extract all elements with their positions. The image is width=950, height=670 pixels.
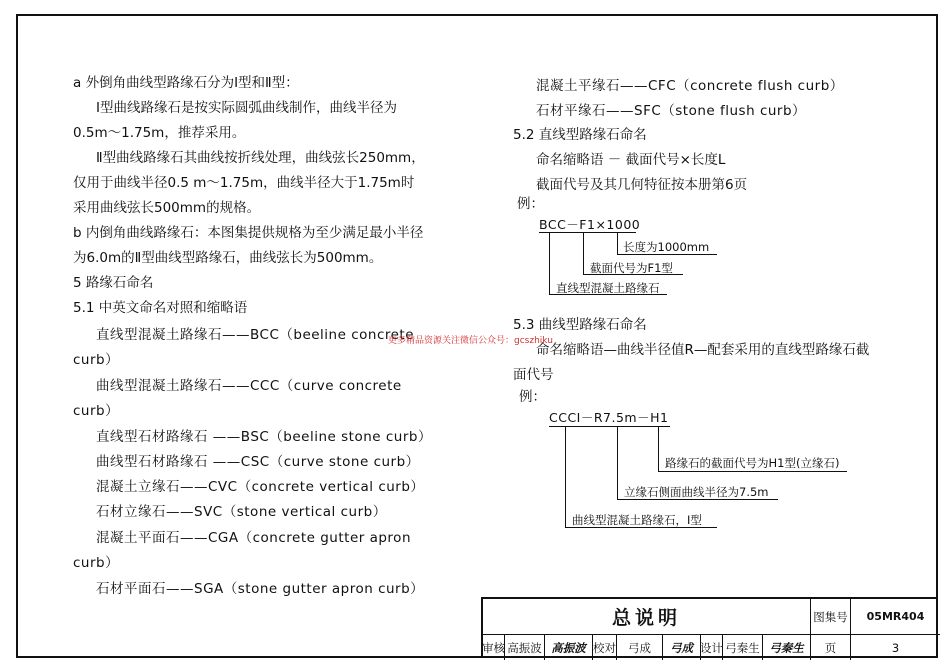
abbr-line: 直线型石材路缘石 ——BSC（beeline stone curb）	[96, 429, 432, 445]
abbr-line: 直线型混凝土路缘石——BCC（beeline concrete	[96, 327, 415, 343]
section-heading: 5 路缘石命名	[73, 275, 154, 291]
abbr-line: curb）	[73, 352, 120, 368]
code-underline	[549, 426, 670, 427]
leader-line	[617, 254, 717, 255]
leader-line	[565, 527, 717, 528]
leader-line	[617, 499, 778, 500]
leader-line	[658, 426, 659, 471]
review-label: 审核	[483, 635, 505, 660]
example2-code: CCCⅠ－R7.5m－H1	[549, 410, 669, 425]
abbr-line: 石材立缘石——SVC（stone vertical curb）	[96, 504, 387, 520]
text-line: 采用曲线弦长500mm的规格。	[73, 200, 261, 216]
designer-signature: 弓秦生	[763, 635, 811, 660]
leader-line	[565, 426, 566, 527]
checker-signature: 弓成	[663, 635, 701, 660]
page-number: 3	[891, 640, 900, 655]
check-label: 校对	[593, 635, 617, 660]
leader-line	[549, 232, 550, 294]
abbr-line: 混凝土立缘石——CVC（concrete vertical curb）	[96, 479, 425, 495]
section-heading: 5.1 中英文命名对照和缩略语	[73, 300, 248, 316]
leader-line	[617, 426, 618, 499]
text-line: Ⅰ型曲线路缘石是按实际圆弧曲线制作，曲线半径为	[96, 100, 397, 116]
text-line: a 外倒角曲线型路缘石分为Ⅰ型和Ⅱ型：	[73, 75, 299, 91]
example2-note1: 路缘石的截面代号为H1型(立缘石)	[665, 456, 840, 470]
leader-line	[583, 232, 584, 274]
example1-note3: 直线型混凝土路缘石	[556, 281, 660, 295]
abbr-line: 曲线型石材路缘石 ——CSC（curve stone curb）	[96, 454, 420, 470]
design-label: 设计	[701, 635, 723, 660]
example1-note2: 截面代号为F1型	[590, 261, 673, 275]
text-line: 命名缩略语—曲线半径值R—配套采用的直线型路缘石截	[536, 342, 870, 358]
abbr-line: curb）	[73, 555, 120, 571]
text-line: 仅用于曲线半径0.5 m～1.75m，曲线半径大于1.75m时	[73, 175, 415, 191]
text-line: 0.5m～1.75m，推荐采用。	[73, 125, 246, 141]
abbr-line: 混凝土平缘石——CFC（concrete flush curb）	[536, 78, 844, 94]
code-underline	[539, 232, 636, 233]
designer-name: 弓秦生	[723, 635, 763, 660]
example2-note3: 曲线型混凝土路缘石，Ⅰ型	[572, 513, 702, 527]
example-label: 例：	[517, 196, 544, 212]
section-heading: 5.2 直线型路缘石命名	[513, 127, 647, 143]
atlas-label: 图集号	[811, 599, 851, 635]
text-line: b 内倒角曲线路缘石：本图集提供规格为至少满足最小半径	[73, 225, 424, 241]
abbr-line: 混凝土平面石——CGA（concrete gutter apron	[96, 530, 412, 546]
example1-code: BCC－F1×1000	[539, 217, 641, 232]
text-line: 命名缩略语 － 截面代号×长度L	[536, 152, 726, 168]
reviewer-signature: 高振波	[545, 635, 593, 660]
section-heading: 5.3 曲线型路缘石命名	[513, 317, 647, 333]
abbr-line: curb）	[73, 403, 120, 419]
leader-line	[658, 471, 847, 472]
abbr-line: 石材平面石——SGA（stone gutter apron curb）	[96, 581, 425, 597]
text-line: 面代号	[513, 367, 554, 383]
example1-note1: 长度为1000mm	[623, 240, 710, 254]
atlas-number: 05MR404	[851, 599, 940, 635]
title-block	[481, 597, 938, 658]
watermark-text: 更多精品资源关注微信公众号：gcszhiku	[388, 336, 553, 346]
abbr-line: 石材平缘石——SFC（stone flush curb）	[536, 103, 807, 119]
text-line: Ⅱ型曲线路缘石其曲线按折线处理，曲线弦长250mm，	[96, 150, 425, 166]
leader-line	[617, 232, 618, 254]
reviewer-name: 高振波	[505, 635, 545, 660]
example-label: 例：	[519, 389, 546, 405]
checker-name: 弓成	[617, 635, 663, 660]
example2-note2: 立缘石侧面曲线半径为7.5m	[624, 485, 769, 499]
text-line: 为6.0m的Ⅱ型曲线型路缘石，曲线弦长为500mm。	[73, 250, 383, 266]
abbr-line: 曲线型混凝土路缘石——CCC（curve concrete	[96, 378, 402, 394]
text-line: 截面代号及其几何特征按本册第6页	[536, 177, 748, 193]
page-label: 页	[811, 635, 851, 660]
drawing-title: 总说明	[483, 599, 811, 635]
